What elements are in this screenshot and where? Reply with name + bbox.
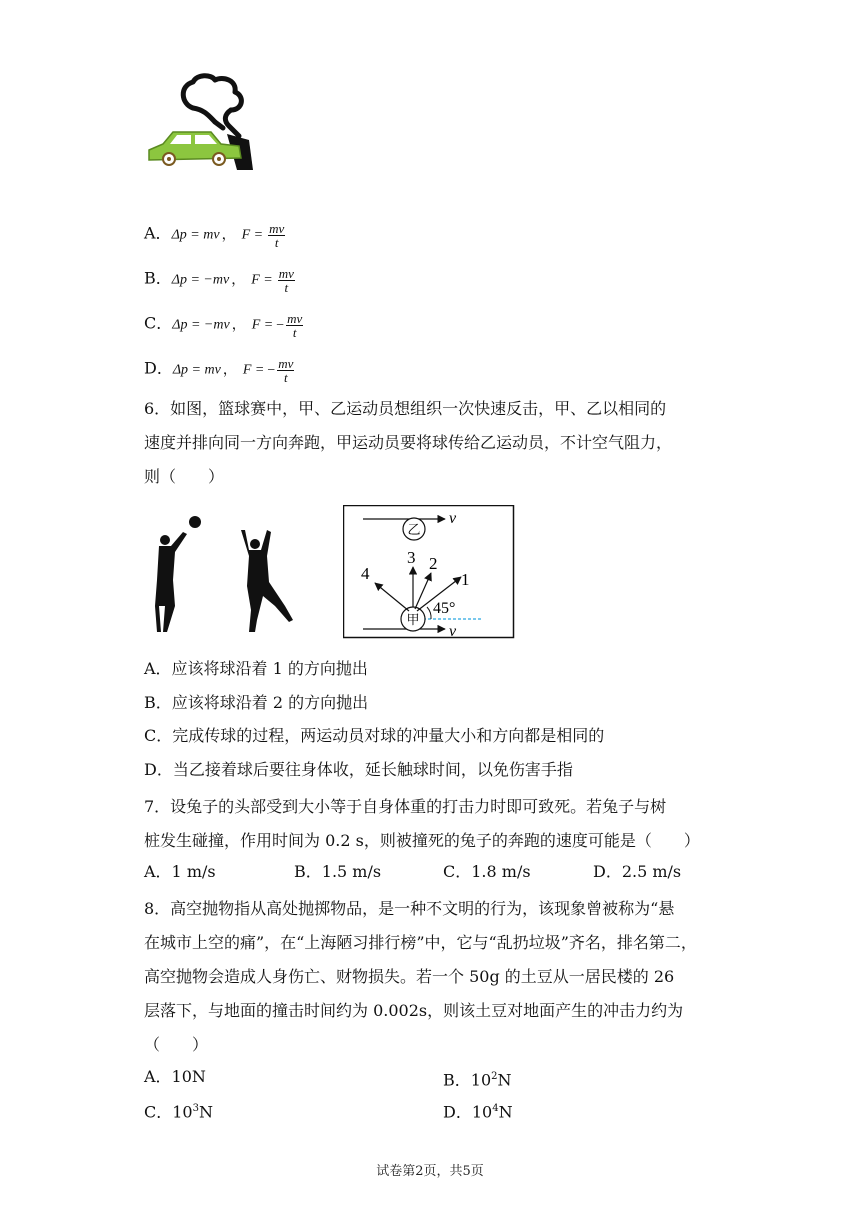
q6-line-2: 速度并排向同一方向奔跑，甲运动员要将球传给乙运动员，不计空气阻力， bbox=[144, 433, 673, 452]
separator: ， bbox=[231, 317, 246, 333]
force-sign: − bbox=[267, 362, 276, 378]
car-icon bbox=[149, 132, 241, 165]
q8-line-1: 8．高空抛物指从高处抛掷物品，是一种不文明的行为，该现象曾被称为“悬 bbox=[144, 899, 675, 918]
separator: ， bbox=[222, 362, 237, 378]
q5-option-b bbox=[144, 267, 297, 294]
q7-option-b: B．1.5 m/s bbox=[294, 862, 382, 881]
basketball-players-figure bbox=[145, 510, 305, 640]
force-label: F = bbox=[242, 362, 265, 378]
delta-p-expression: Δp = mv bbox=[172, 362, 221, 378]
force-sign: − bbox=[276, 317, 285, 333]
fraction-numerator: mv bbox=[278, 356, 294, 371]
yi-label: 乙 bbox=[407, 523, 421, 538]
q7-line-1: 7．设兔子的头部受到大小等于自身体重的打击力时即可致死。若兔子与树 bbox=[144, 797, 667, 816]
q7-option-c: C．1.8 m/s bbox=[443, 862, 531, 881]
arrow-2-label: 2 bbox=[429, 554, 438, 573]
v-bottom-label: v bbox=[449, 623, 457, 639]
car-tree-illustration bbox=[145, 70, 257, 172]
fraction-denominator: t bbox=[284, 370, 288, 385]
force-fraction bbox=[286, 312, 303, 339]
q6-stem bbox=[144, 392, 724, 494]
fraction-denominator: t bbox=[284, 280, 289, 295]
q5-option-d bbox=[144, 357, 296, 384]
q7-option-d: D．2.5 m/s bbox=[593, 862, 682, 881]
q6-option-b: B．应该将球沿着 2 的方向抛出 bbox=[144, 693, 369, 712]
delta-p-expression: Δp = −mv bbox=[171, 272, 230, 288]
q8-line-4: 层落下，与地面的撞击时间约为 0.002s，则该土豆对地面产生的冲击力约为 bbox=[144, 1001, 684, 1020]
q7-option-a: A．1 m/s bbox=[144, 862, 216, 881]
q7-stem bbox=[144, 790, 724, 858]
jia-label: 甲 bbox=[406, 613, 420, 628]
q5-option-a bbox=[144, 222, 287, 249]
q8-stem bbox=[144, 892, 724, 1062]
q6-line-3: 则（ ） bbox=[144, 467, 225, 486]
arrow-3-label: 3 bbox=[407, 548, 416, 567]
q6-option-d: D．当乙接着球后要往身体收，延长触球时间，以免伤害手指 bbox=[144, 760, 573, 779]
fraction-numerator: mv bbox=[269, 221, 285, 236]
q8-option-a: A．10N bbox=[144, 1067, 206, 1086]
fraction-numerator: mv bbox=[278, 266, 294, 281]
delta-p-expression: Δp = −mv bbox=[172, 317, 230, 333]
option-letter: D． bbox=[144, 358, 173, 378]
tree-icon bbox=[183, 76, 241, 136]
page-footer: 试卷第2页，共5页 bbox=[376, 1164, 484, 1179]
player-jia-silhouette bbox=[155, 532, 187, 632]
q8-line-2: 在城市上空的痛”，在“上海陋习排行榜”中，它与“乱扔垃圾”齐名，排名第二， bbox=[144, 933, 697, 952]
option-letter: C． bbox=[144, 313, 173, 333]
q8-option-d: D．$10^4N$ bbox=[443, 1102, 513, 1122]
basketball-icon bbox=[189, 516, 201, 528]
force-fraction bbox=[268, 222, 285, 249]
force-label: F = bbox=[241, 227, 264, 243]
q8-option-c: C．$10^3N$ bbox=[144, 1102, 213, 1122]
fraction-denominator: t bbox=[274, 235, 279, 250]
q8-line-3: 高空抛物会造成人身伤亡、财物损失。若一个 50g 的土豆从一居民楼的 26 bbox=[144, 967, 675, 986]
force-label: F = bbox=[251, 272, 273, 288]
fraction-numerator: mv bbox=[287, 311, 303, 326]
q6-passing-diagram bbox=[343, 505, 515, 639]
force-fraction bbox=[277, 357, 294, 384]
q7-line-2: 桩发生碰撞，作用时间为 0.2 s，则被撞死的兔子的奔跑的速度可能是（ ） bbox=[144, 831, 700, 850]
q5-option-c bbox=[144, 312, 305, 339]
player-yi-silhouette bbox=[241, 530, 293, 632]
arrow-1-label: 1 bbox=[461, 570, 470, 589]
q8-option-b: B．$10^2N$ bbox=[443, 1070, 512, 1090]
v-top-label: v bbox=[449, 510, 457, 527]
option-letter: B． bbox=[144, 268, 172, 288]
arrow-4-label: 4 bbox=[361, 564, 370, 583]
q8-line-5: （ ） bbox=[144, 1035, 209, 1054]
separator: ， bbox=[231, 272, 246, 288]
separator: ， bbox=[221, 227, 236, 243]
q6-option-a: A．应该将球沿着 1 的方向抛出 bbox=[144, 659, 368, 678]
option-letter: A． bbox=[144, 223, 172, 243]
fraction-denominator: t bbox=[292, 325, 297, 340]
force-fraction bbox=[278, 267, 295, 294]
force-label: F = bbox=[251, 317, 274, 333]
q6-option-c: C．完成传球的过程，两运动员对球的冲量大小和方向都是相同的 bbox=[144, 726, 605, 745]
delta-p-expression: Δp = mv bbox=[171, 227, 220, 243]
angle-label: 45° bbox=[433, 600, 456, 617]
q6-line-1: 6．如图，篮球赛中，甲、乙运动员想组织一次快速反击，甲、乙以相同的 bbox=[144, 399, 667, 418]
